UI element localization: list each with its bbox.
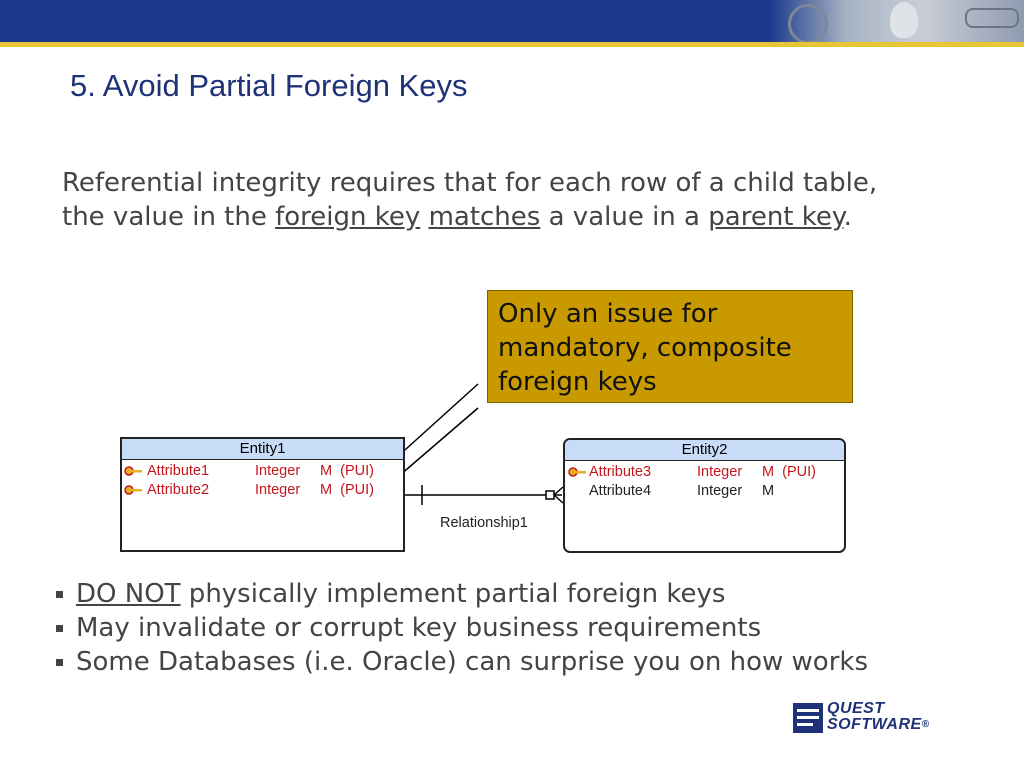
relationship-optional-marker: [546, 491, 554, 499]
bullet-text: physically implement partial foreign keys: [180, 579, 726, 609]
attribute-type: Integer: [255, 463, 301, 479]
entity2-box[interactable]: [563, 438, 846, 553]
slide-title: 5. Avoid Partial Foreign Keys: [70, 68, 468, 103]
header-photo-glasses: [965, 8, 1019, 28]
intro-line-1: Referential integrity requires that for each row of a child table,: [62, 168, 878, 198]
relationship-crowfoot-upper: [554, 487, 563, 495]
callout-line-3: foreign keys: [498, 367, 657, 397]
callout-line-2: mandatory, composite: [498, 333, 792, 363]
entity1-box[interactable]: [120, 437, 405, 552]
header-photo-ring: [788, 4, 828, 44]
entity1-name: Entity1: [122, 439, 403, 460]
attribute-name: Attribute2: [147, 482, 210, 498]
entity1-attribute-row: [122, 463, 403, 481]
primary-key-icon: [124, 484, 144, 496]
attribute-type: Integer: [697, 483, 743, 499]
attribute-flags: M (PUI): [320, 463, 374, 479]
matches-term: matches: [428, 202, 541, 232]
entity1-attribute-row: [122, 482, 403, 500]
intro-text-segment: the value in the: [62, 202, 276, 232]
logo-text: [827, 701, 930, 733]
header-accent-line: [0, 42, 1024, 47]
primary-key-icon: [124, 465, 144, 477]
header-photo-bulb: [890, 2, 918, 38]
entity2-name: Entity2: [565, 440, 844, 461]
header-photo-strip: [770, 0, 1024, 42]
bullet-item: [55, 645, 868, 679]
callout-line-1: Only an issue for: [498, 299, 718, 329]
quest-logo-icon: [793, 703, 823, 733]
intro-text: [62, 166, 982, 234]
bullet-text: May invalidate or corrupt key business requirements: [76, 613, 762, 643]
intro-line-2: [62, 200, 982, 234]
intro-text-segment: .: [843, 202, 852, 232]
callout-box: [487, 290, 853, 403]
attribute-flags: M: [762, 483, 775, 499]
bullet-item: [55, 577, 868, 611]
attribute-name: Attribute4: [589, 483, 652, 499]
foreign-key-term: foreign key: [275, 202, 421, 232]
attribute-type: Integer: [697, 464, 743, 480]
bullet-list: [55, 577, 868, 679]
attribute-name: Attribute3: [589, 464, 652, 480]
attribute-flags: M (PUI): [320, 482, 374, 498]
parent-key-term: parent key: [708, 202, 844, 232]
logo-line-2-text: SOFTWARE: [827, 716, 922, 733]
attribute-flags: M (PUI): [762, 464, 816, 480]
intro-text-segment: [420, 202, 428, 232]
logo-line-1: QUEST: [827, 700, 885, 717]
registered-mark: ®: [921, 719, 930, 730]
bullet-item: [55, 611, 868, 645]
do-not-emphasis: DO NOT: [76, 579, 181, 609]
logo-line-2: [827, 717, 930, 733]
entity2-attribute-row: [565, 464, 844, 482]
relationship-label: Relationship1: [440, 515, 528, 531]
primary-key-icon: [568, 466, 588, 478]
attribute-name: Attribute1: [147, 463, 210, 479]
bullet-text: Some Databases (i.e. Oracle) can surprise you on how works: [76, 647, 869, 677]
intro-text-segment: a value in a: [540, 202, 709, 232]
entity2-attribute-row: [565, 483, 844, 501]
relationship-crowfoot-lower: [554, 495, 563, 503]
quest-software-logo: [793, 700, 973, 740]
attribute-type: Integer: [255, 482, 301, 498]
